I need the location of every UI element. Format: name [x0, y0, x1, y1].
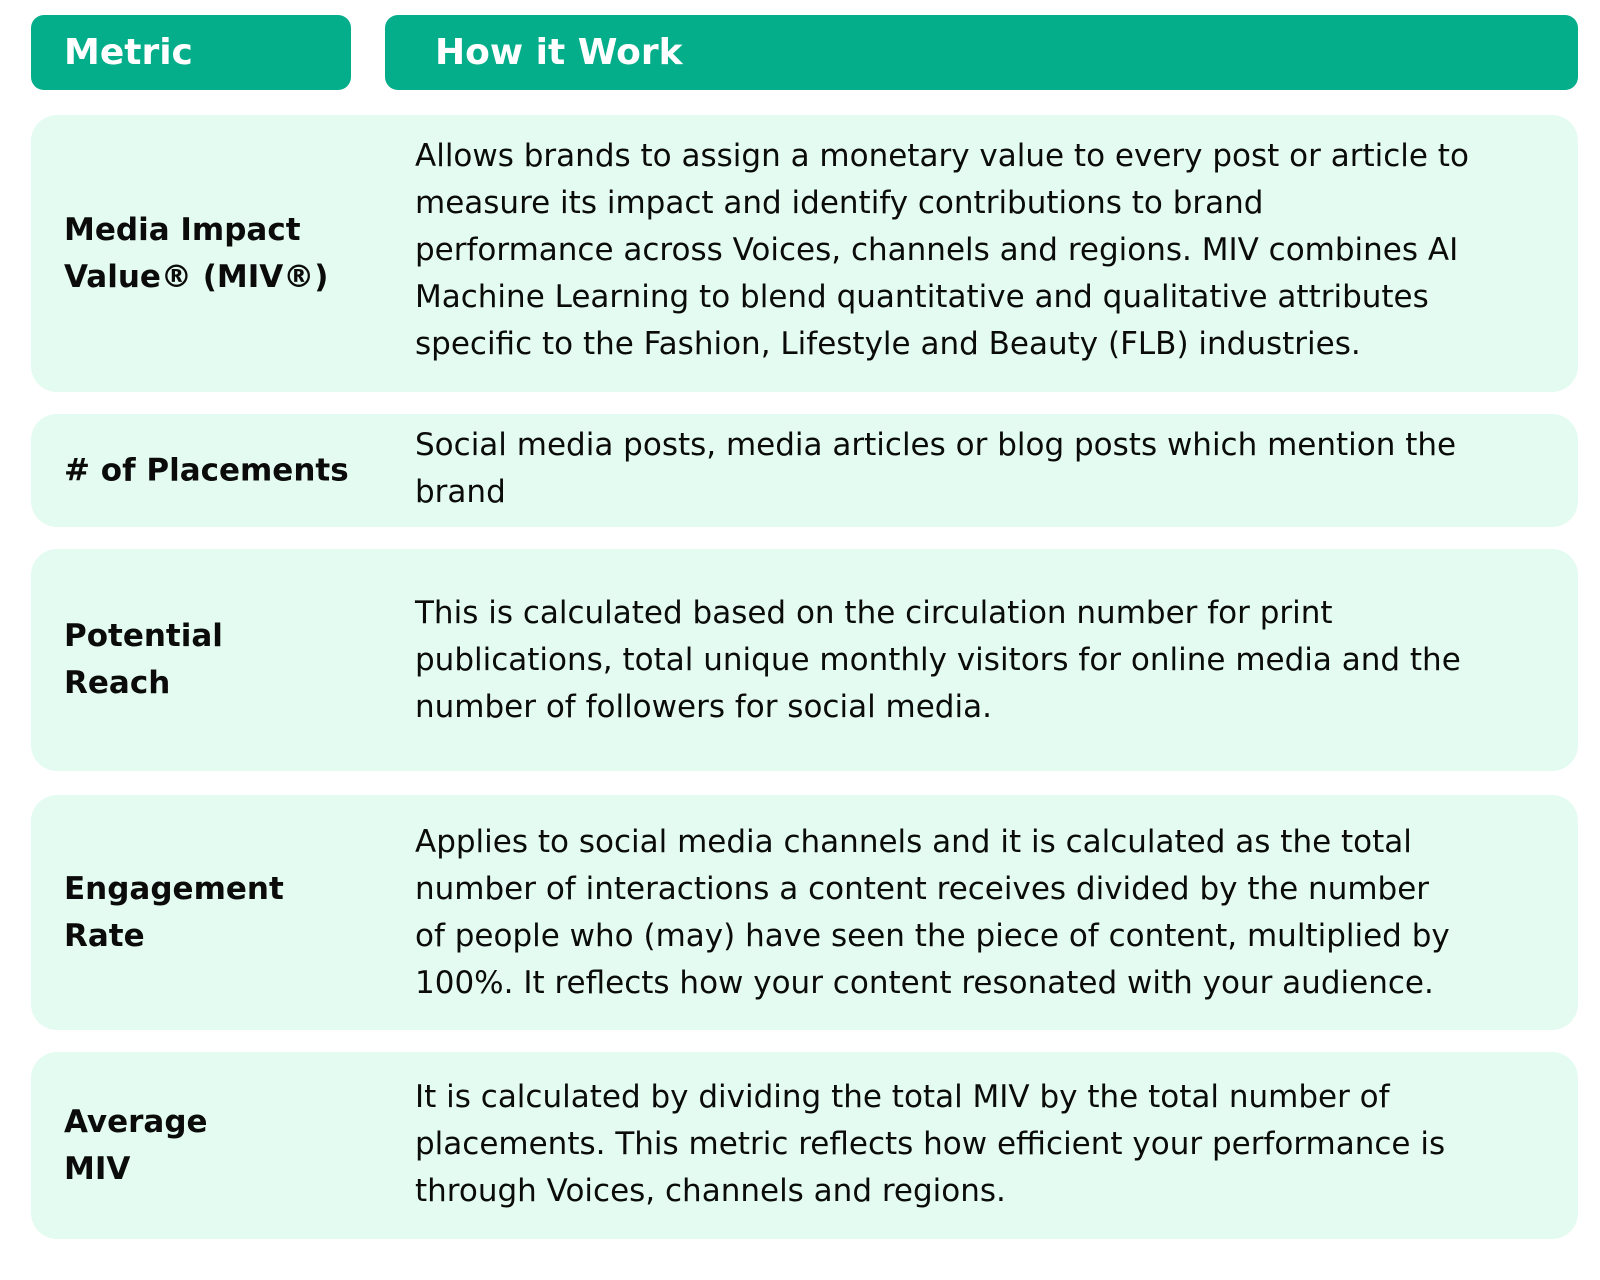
metric-description: Applies to social media channels and it is calculated as the total number of interactions a content receives divided by the number of people who (may) have seen the piece of content, multiplied by 100%. It reflects how your content resonated with your audience.	[415, 824, 1450, 1001]
how-it-works-column-header-label: How it Work	[435, 32, 683, 73]
metric-description: It is calculated by dividing the total MIV by the total number of placements. This metric reflects how efficient your performance is through Voices, channels and regions.	[415, 1079, 1446, 1209]
metric-description: Allows brands to assign a monetary value to every post or article to measure its impact and identify contributions to brand performance across Voices, channels and regions. MIV combines AI Machine Learning to blend quantitative and qualitative attributes specific to the Fashion, Lifestyle and Beauty (FLB) industries.	[415, 138, 1469, 362]
metric-column-header-label: Metric	[64, 32, 193, 73]
metric-name: Potential Reach	[64, 618, 223, 701]
metric-name: Media Impact Value® (MIV®)	[64, 211, 329, 295]
table-row-engagement-rate	[31, 795, 1578, 1030]
table-row-average-miv	[31, 1052, 1578, 1239]
metric-name: # of Placements	[64, 452, 349, 488]
table-row-miv	[31, 115, 1578, 392]
table-row-placements	[31, 414, 1578, 527]
metric-description: Social media posts, media articles or blog posts which mention the brand	[415, 427, 1457, 510]
metric-name: Average MIV	[64, 1103, 208, 1187]
metric-description: This is calculated based on the circulation number for print publications, total unique monthly visitors for online media and the number of followers for social media.	[415, 595, 1461, 725]
table-row-potential-reach	[31, 549, 1578, 771]
metric-column-header	[31, 15, 351, 90]
metric-name: Engagement Rate	[64, 870, 284, 954]
how-it-works-column-header	[385, 15, 1578, 90]
